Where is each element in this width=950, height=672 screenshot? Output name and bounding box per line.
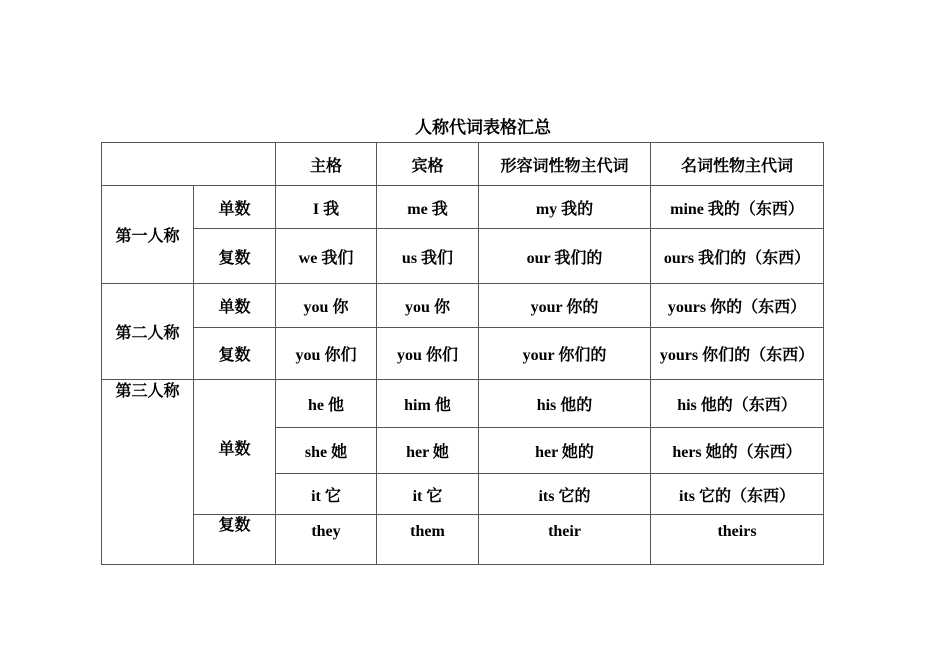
third-person-text: 第三人称 — [115, 383, 180, 400]
table-cell: yours 你们的（东西） — [651, 328, 824, 380]
table-cell — [651, 515, 824, 565]
table-row — [102, 186, 824, 229]
singular-label: 单数 — [194, 284, 276, 328]
table-cell: her 她 — [377, 428, 479, 474]
table-cell: him 他 — [377, 380, 479, 428]
plural-label: 复数 — [194, 229, 276, 284]
pronoun-table — [101, 142, 824, 565]
plural-text: 复数 — [218, 517, 251, 534]
table-cell: us 我们 — [377, 229, 479, 284]
cell-text: theirs — [717, 523, 757, 540]
plural-label — [194, 515, 276, 565]
table-cell: your 你的 — [479, 284, 651, 328]
document-title: 人称代词表格汇总 — [415, 118, 551, 137]
table-cell: you 你 — [377, 284, 479, 328]
table-cell: you 你们 — [377, 328, 479, 380]
table-cell: its 它的（东西） — [651, 474, 824, 515]
cell-text: their — [548, 523, 581, 540]
table-cell: she 她 — [276, 428, 377, 474]
first-person-label: 第一人称 — [102, 186, 194, 284]
cell-text: them — [410, 523, 445, 540]
table-cell: mine 我的（东西） — [651, 186, 824, 229]
table-cell: it 它 — [377, 474, 479, 515]
header-corner-cell — [102, 143, 276, 186]
table-cell: you 你 — [276, 284, 377, 328]
table-cell: my 我的 — [479, 186, 651, 229]
table-cell — [276, 515, 377, 565]
table-row — [102, 380, 824, 428]
second-person-label: 第二人称 — [102, 284, 194, 380]
table-cell — [479, 515, 651, 565]
table-cell — [377, 515, 479, 565]
table-cell: I 我 — [276, 186, 377, 229]
header-row — [102, 143, 824, 186]
table-cell: its 它的 — [479, 474, 651, 515]
header-adjective-possessive: 形容词性物主代词 — [479, 143, 651, 186]
third-person-label — [102, 380, 194, 565]
header-subjective: 主格 — [276, 143, 377, 186]
cell-text: they — [311, 523, 341, 540]
table-cell: ours 我们的（东西） — [651, 229, 824, 284]
table-cell: yours 你的（东西） — [651, 284, 824, 328]
header-objective: 宾格 — [377, 143, 479, 186]
table-cell: her 她的 — [479, 428, 651, 474]
plural-label: 复数 — [194, 328, 276, 380]
table-row — [102, 515, 824, 565]
table-cell: we 我们 — [276, 229, 377, 284]
table-cell: you 你们 — [276, 328, 377, 380]
table-row — [102, 328, 824, 380]
singular-label: 单数 — [194, 380, 276, 515]
table-row — [102, 229, 824, 284]
table-row — [102, 284, 824, 328]
table-cell: our 我们的 — [479, 229, 651, 284]
table-cell: he 他 — [276, 380, 377, 428]
table-cell: his 他的（东西） — [651, 380, 824, 428]
table-cell: your 你们的 — [479, 328, 651, 380]
table-cell: me 我 — [377, 186, 479, 229]
table-cell: his 他的 — [479, 380, 651, 428]
header-noun-possessive: 名词性物主代词 — [651, 143, 824, 186]
table-cell: hers 她的（东西） — [651, 428, 824, 474]
table-cell: it 它 — [276, 474, 377, 515]
singular-label: 单数 — [194, 186, 276, 229]
